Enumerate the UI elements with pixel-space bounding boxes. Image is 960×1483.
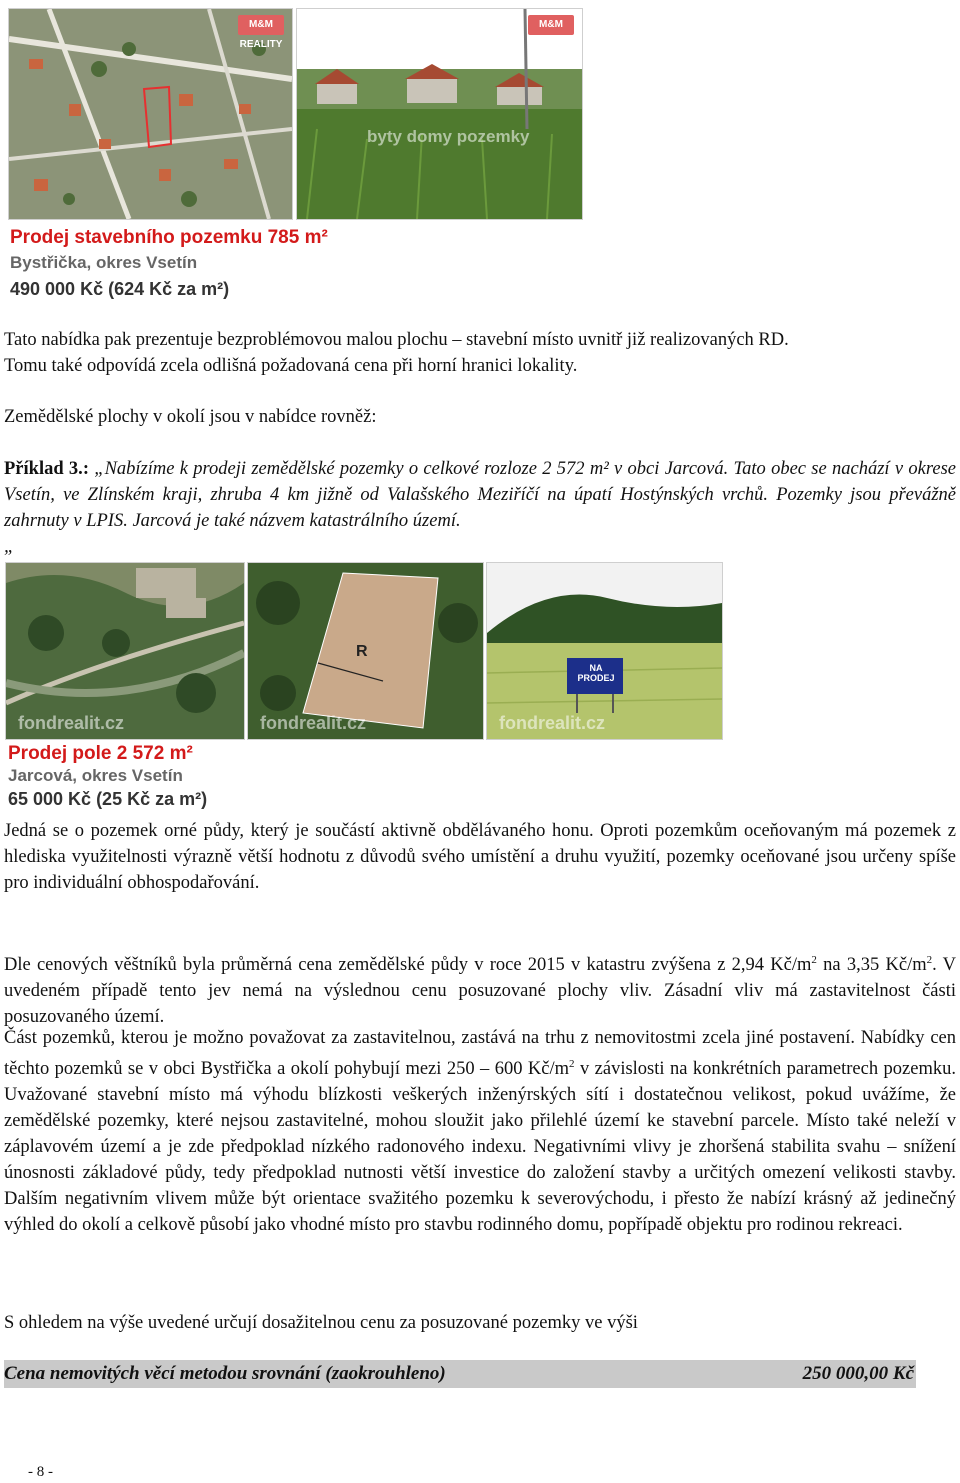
price-summary-bar (4, 1360, 916, 1388)
listing2-plot-watermark: fondrealit.cz (260, 713, 367, 733)
listing2-plot-image (247, 562, 484, 740)
paragraph-1 (4, 327, 956, 379)
listing2-location: Jarcová, okres Vsetín (8, 766, 183, 785)
listing2-aerial-watermark: fondrealit.cz (18, 713, 125, 733)
paragraph-4: Dle cenových věštníků byla průměrná cena zemědělské půdy v roce 2015 v katastru zvýšena z 2,94 $Kč/m^2$ na 3,35 $Kč/m^2$. V uvedeném případě tento jev nemá na výslednou cenu posuzované plochy vliv. Zásadní vliv má zastavitelnost části posuzovaného území. (4, 954, 957, 1028)
example-3-quote: „Nabízíme k prodeji zemědělské pozemky o celkové rozloze 2 572 m² v obci Jarcová. Tato obec se nachází v okrese Vsetín, ve Zlínském kraji, zhruba 4 km jižně od Valašského Meziříčí na úpatí Hostýnských vrchů. Pozemky jsou převážně zahrnuty v LPIS. Jarcová je také názvem katastrálního území. (4, 459, 956, 531)
paragraph-3: Jedná se o pozemek orné půdy, který je součástí aktivně obdělávaného honu. Oproti pozemkům oceňovaným má pozemek z hlediska využitelnosti výrazně větší hodnotu z důvodů svého umístění a druhu využití, pozemky oceňované jsou určeny spíše pro individuální obhospodařování. (4, 821, 956, 893)
listing2-plot-label: R (356, 643, 368, 660)
listing1-photo-logo: M&M REALITY (528, 15, 574, 35)
page-number: - 8 - (28, 1464, 53, 1480)
listing2-field-image (486, 562, 723, 740)
listing1-map-logo: M&M REALITY (238, 15, 284, 35)
listing2-title: Prodej pole 2 572 m² (8, 743, 193, 764)
paragraph-5: Část pozemků, kterou je možno považovat za zastavitelnou, zastává na trhu z nemovitostmi zcela jiné postavení. Nabídky cen těchto pozemků se v obci Bystřička a okolí pohybují mezi 250 – 600 $Kč/m^2$ v závislosti na konkrétních parametrech pozemku. Uvažované stavební místo má výhodu blízkosti veškerých inženýrských sítí i dostatečnou velikost, pokud uvážíme, že zemědělské pozemky, které nejsou zastavitelné, mohou sloužit jako přilehlé území ke stavební parcele. Místo také neleží v záplavovém území a je zde předpoklad nízkého radonového indexu. Negativními vlivy je zhoršená stabilita svahu – snížení únosnosti základové půdy, tedy předpoklad nutnosti větší investice do založení stavby a určitých omezení velikosti stavby. Dalším negativním vlivem může být orientace svažitého pozemku k severovýchodu, i přesto že nabízí krásný až jedinečný výhled do okolí a celkově působí jako vhodné místo pro stavbu rodinného domu, popřípadě objektu pro rodinou rekreaci. (4, 1028, 956, 1236)
listing2-field-watermark: fondrealit.cz (499, 713, 606, 733)
paragraph-1-line-1: Tato nabídka pak prezentuje bezproblémovou malou plochu – stavební místo uvnitř již realizovaných RD. (4, 330, 789, 350)
listing1-photo-image (296, 8, 583, 220)
listing1-location: Bystřička, okres Vsetín (10, 253, 198, 272)
listing1-title: Prodej stavebního pozemku 785 m² (10, 227, 328, 248)
paragraph-1-line-2: Tomu také odpovídá zcela odlišná požadovaná cena při horní hranici lokality. (4, 356, 578, 376)
listing2-price: 65 000 Kč (25 Kč za m²) (8, 789, 208, 809)
listing1-photo-watermark: byty domy pozemky (367, 127, 530, 146)
listing1-map-image (8, 8, 293, 220)
paragraph-2: Zemědělské plochy v okolí jsou v nabídce rovněž: (4, 407, 377, 427)
paragraph-6: S ohledem na výše uvedené určují dosažitelnou cenu za posuzované pozemky ve výši (4, 1313, 638, 1333)
listing1-price: 490 000 Kč (624 Kč za m²) (10, 279, 230, 299)
example-3-label: Příklad 3. (4, 459, 83, 479)
price-summary-label: Cena nemovitých věcí metodou srovnání (zaokrouhleno) (4, 1363, 446, 1384)
listing2-aerial-image (5, 562, 245, 740)
example-3: Příklad 3.: „Nabízíme k prodeji zemědělské pozemky o celkové rozloze 2 572 m² v obci Jarcová. Tato obec se nachází v okrese Vsetín, ve Zlínském kraji, zhruba 4 km jižně od Valašského Meziříčí na úpatí Hostýnských vrchů. Pozemky jsou převážně zahrnuty v LPIS. Jarcová je také názvem katastrálního území. „ (4, 459, 956, 557)
example-3-quote-end: „ (4, 537, 15, 557)
price-summary-value: 250 000,00 Kč (802, 1363, 914, 1384)
listing2-sign-text: NA PRODEJ (577, 663, 615, 683)
